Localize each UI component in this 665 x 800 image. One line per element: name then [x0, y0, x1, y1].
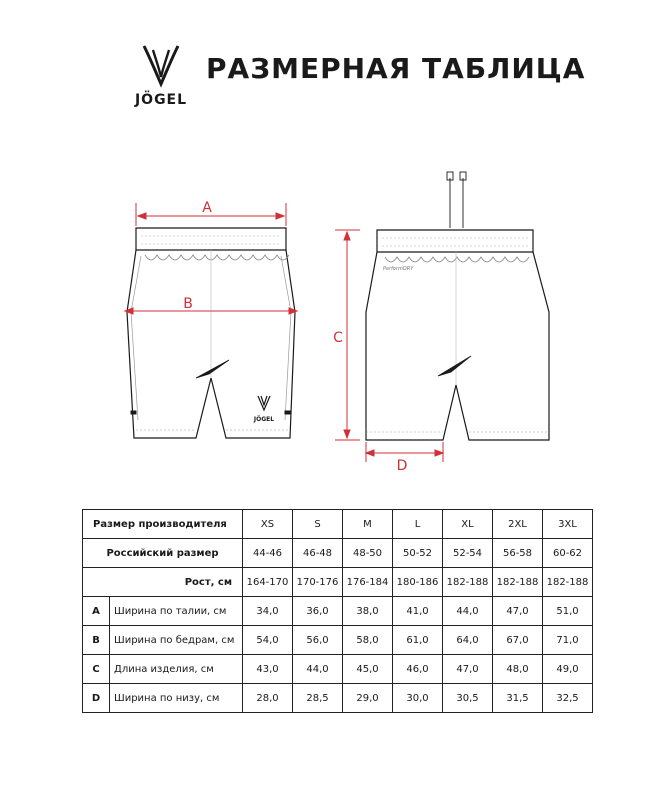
- back-performdry-tag: PerformDRY: [383, 266, 414, 272]
- height-cell: 170-176: [293, 568, 343, 597]
- dimension-label-d: D: [396, 458, 408, 474]
- value-cell: 28,0: [243, 684, 293, 713]
- height-cell: 176-184: [343, 568, 393, 597]
- value-cell: 41,0: [393, 597, 443, 626]
- russian-size-cell: 48-50: [343, 539, 393, 568]
- dimension-label-a: A: [202, 200, 212, 216]
- row-letter: A: [83, 597, 110, 626]
- russian-size-cell: 50-52: [393, 539, 443, 568]
- table-russian-row: [83, 539, 593, 568]
- height-cell: 182-188: [543, 568, 593, 597]
- value-cell: 29,0: [343, 684, 393, 713]
- value-cell: 28,5: [293, 684, 343, 713]
- table-row: [83, 684, 593, 713]
- row-name: Ширина по низу, см: [110, 684, 243, 713]
- front-brand-mark: JÖGEL: [253, 416, 275, 423]
- row-name: Длина изделия, см: [110, 655, 243, 684]
- size-cell: XS: [243, 510, 293, 539]
- size-cell: L: [393, 510, 443, 539]
- value-cell: 67,0: [493, 626, 543, 655]
- value-cell: 45,0: [343, 655, 393, 684]
- value-cell: 43,0: [243, 655, 293, 684]
- size-cell: S: [293, 510, 343, 539]
- height-label-cell: Рост, см: [83, 568, 243, 597]
- table-row: [83, 597, 593, 626]
- value-cell: 36,0: [293, 597, 343, 626]
- value-cell: 47,0: [493, 597, 543, 626]
- russian-size-cell: 44-46: [243, 539, 293, 568]
- size-cell: 3XL: [543, 510, 593, 539]
- height-cell: 164-170: [243, 568, 293, 597]
- value-cell: 31,5: [493, 684, 543, 713]
- value-cell: 58,0: [343, 626, 393, 655]
- header-label-cell: Размер производителя: [83, 510, 243, 539]
- value-cell: 30,5: [443, 684, 493, 713]
- size-cell: M: [343, 510, 393, 539]
- row-letter: C: [83, 655, 110, 684]
- table-height-row: [83, 568, 593, 597]
- dimension-label-b: B: [183, 296, 193, 312]
- value-cell: 61,0: [393, 626, 443, 655]
- value-cell: 47,0: [443, 655, 493, 684]
- russian-size-cell: 46-48: [293, 539, 343, 568]
- value-cell: 64,0: [443, 626, 493, 655]
- dimension-lines: [125, 203, 443, 462]
- table-row: [83, 655, 593, 684]
- row-letter: B: [83, 626, 110, 655]
- value-cell: 34,0: [243, 597, 293, 626]
- height-cell: 180-186: [393, 568, 443, 597]
- russian-label-cell: Российский размер: [83, 539, 243, 568]
- size-cell: XL: [443, 510, 493, 539]
- brand-name: JÖGEL: [134, 92, 188, 108]
- russian-size-cell: 60-62: [543, 539, 593, 568]
- value-cell: 71,0: [543, 626, 593, 655]
- russian-size-cell: 52-54: [443, 539, 493, 568]
- row-name: Ширина по талии, см: [110, 597, 243, 626]
- front-view: [127, 228, 295, 438]
- value-cell: 51,0: [543, 597, 593, 626]
- value-cell: 32,5: [543, 684, 593, 713]
- value-cell: 48,0: [493, 655, 543, 684]
- row-letter: D: [83, 684, 110, 713]
- dimension-label-c: C: [333, 330, 343, 346]
- height-cell: 182-188: [443, 568, 493, 597]
- table-header-row: [83, 510, 593, 539]
- height-cell: 182-188: [493, 568, 543, 597]
- table-row: [83, 626, 593, 655]
- value-cell: 49,0: [543, 655, 593, 684]
- row-name: Ширина по бедрам, см: [110, 626, 243, 655]
- value-cell: 46,0: [393, 655, 443, 684]
- value-cell: 44,0: [293, 655, 343, 684]
- back-view: [366, 172, 549, 440]
- value-cell: 44,0: [443, 597, 493, 626]
- russian-size-cell: 56-58: [493, 539, 543, 568]
- size-cell: 2XL: [493, 510, 543, 539]
- value-cell: 54,0: [243, 626, 293, 655]
- value-cell: 56,0: [293, 626, 343, 655]
- value-cell: 38,0: [343, 597, 393, 626]
- value-cell: 30,0: [393, 684, 443, 713]
- page-title: РАЗМЕРНАЯ ТАБЛИЦА: [206, 52, 586, 85]
- size-table: [82, 509, 593, 713]
